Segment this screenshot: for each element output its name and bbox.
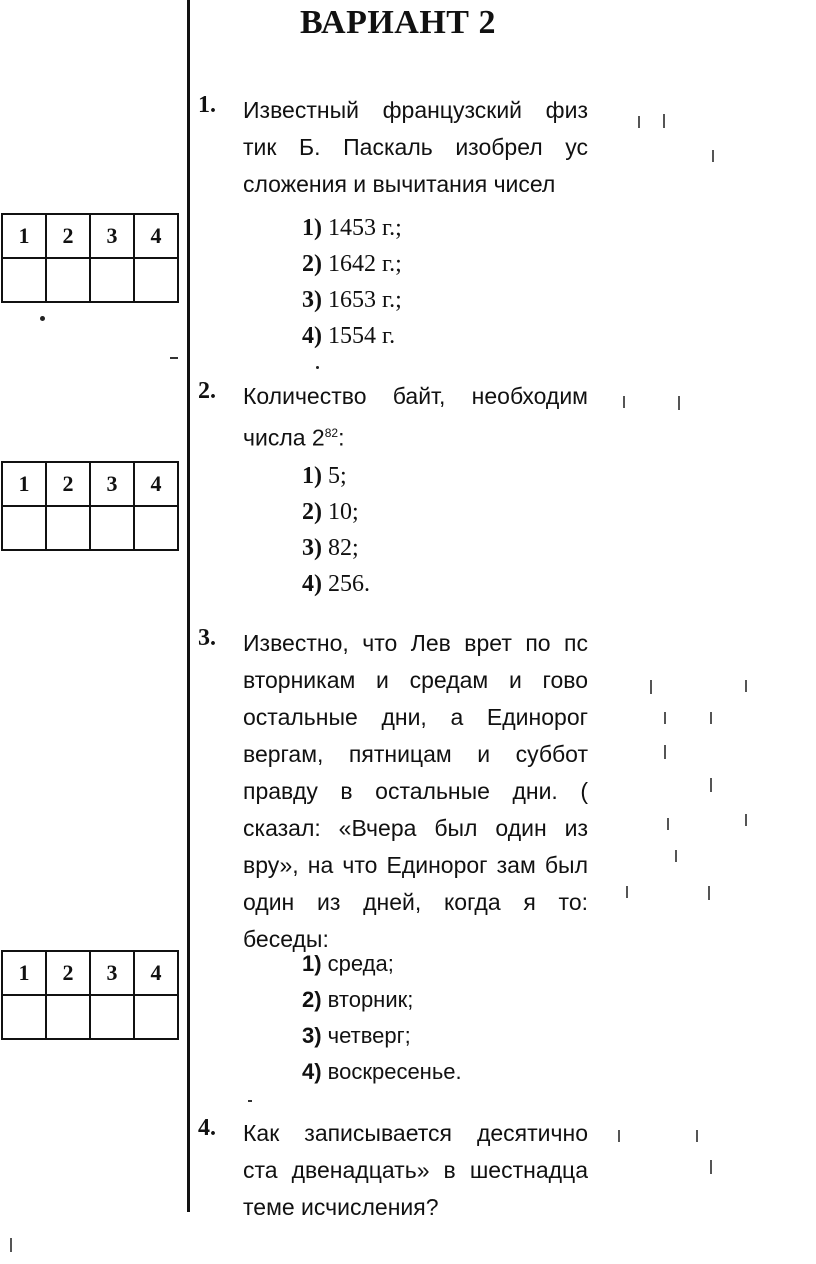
- answer-cell[interactable]: [46, 258, 90, 302]
- answer-cell[interactable]: [134, 258, 178, 302]
- scan-speck: [248, 1100, 252, 1102]
- grid-header-cell: 4: [134, 214, 178, 258]
- option-1[interactable]: 1) 1453 г.;: [302, 215, 402, 241]
- grid-header-cell: 2: [46, 951, 90, 995]
- scan-speck: [667, 818, 669, 830]
- answer-cell[interactable]: [2, 258, 46, 302]
- option-2[interactable]: 2) вторник;: [302, 987, 414, 1012]
- scan-speck: [678, 396, 680, 410]
- page-title: ВАРИАНТ 2: [300, 4, 496, 41]
- answer-cell[interactable]: [46, 506, 90, 550]
- scan-speck: [40, 316, 45, 321]
- scan-speck: [663, 114, 665, 128]
- scan-speck: [664, 745, 666, 759]
- question-4: [198, 1115, 588, 1226]
- scan-speck: [710, 712, 712, 724]
- option-3[interactable]: 3) 82;: [302, 535, 359, 561]
- option-2[interactable]: 2) 10;: [302, 499, 359, 525]
- answer-grid-1: [1, 213, 179, 303]
- question-number: 1.: [198, 92, 216, 118]
- margin-divider-line: [187, 0, 190, 1212]
- scan-speck: [623, 396, 625, 408]
- grid-header-cell: 4: [134, 462, 178, 506]
- grid-header-cell: 1: [2, 951, 46, 995]
- grid-header-cell: 1: [2, 462, 46, 506]
- grid-header-cell: 2: [46, 462, 90, 506]
- scan-speck: [710, 778, 712, 792]
- scan-speck: [650, 680, 652, 694]
- answer-cell[interactable]: [90, 995, 134, 1039]
- question-number: 2.: [198, 378, 216, 404]
- question-text: Как записывается десятично ста двенадцать» в шестнадца теме исчисления?: [243, 1120, 588, 1220]
- scan-speck: [745, 814, 747, 826]
- exponent: 82: [324, 426, 339, 440]
- question-1-options: [302, 210, 402, 354]
- grid-header-cell: 2: [46, 214, 90, 258]
- scan-speck: [745, 680, 747, 692]
- answer-grid-2: [1, 461, 179, 551]
- scan-speck: [316, 366, 319, 369]
- option-3[interactable]: 3) четверг;: [302, 1023, 411, 1048]
- question-text: Известно, что Лев врет по пс вторникам и средам и гово остальные дни, а Единорог вергам, пятницам и суббот правду в остальные дни. ( сказал: «Вчера был один из вру», на что Единорог зам был один из дней, когда я то: беседы:: [243, 630, 588, 952]
- scan-speck: [708, 886, 710, 900]
- grid-header-cell: 3: [90, 951, 134, 995]
- question-3: [198, 625, 588, 958]
- scan-speck: [710, 1160, 712, 1174]
- answer-cell[interactable]: [2, 995, 46, 1039]
- scan-speck: [618, 1130, 620, 1142]
- grid-header-cell: 1: [2, 214, 46, 258]
- scan-speck: [712, 150, 714, 162]
- question-3-options: [302, 946, 462, 1090]
- option-1[interactable]: 1) 5;: [302, 463, 347, 489]
- question-1: [198, 92, 588, 203]
- answer-cell[interactable]: [134, 995, 178, 1039]
- grid-header-cell: 3: [90, 462, 134, 506]
- scan-speck: [675, 850, 677, 862]
- scan-speck: [696, 1130, 698, 1142]
- option-1[interactable]: 1) среда;: [302, 951, 394, 976]
- question-text: Количество байт, необходим числа $2^{82}$:: [243, 383, 588, 451]
- question-text: Известный французский физ тик Б. Паскаль изобрел ус сложения и вычитания чисел: [243, 97, 588, 197]
- option-4[interactable]: 4) воскресенье.: [302, 1059, 462, 1084]
- answer-cell[interactable]: [134, 506, 178, 550]
- answer-grid-3: [1, 950, 179, 1040]
- question-2-options: [302, 458, 370, 602]
- scan-speck: [638, 116, 640, 128]
- scan-speck: [626, 886, 628, 898]
- grid-header-cell: 3: [90, 214, 134, 258]
- option-3[interactable]: 3) 1653 г.;: [302, 287, 402, 313]
- grid-header-cell: 4: [134, 951, 178, 995]
- answer-cell[interactable]: [90, 258, 134, 302]
- answer-cell[interactable]: [90, 506, 134, 550]
- option-4[interactable]: 4) 256.: [302, 571, 370, 597]
- question-2: [198, 378, 588, 457]
- scan-speck: [664, 712, 666, 724]
- answer-cell[interactable]: [46, 995, 90, 1039]
- option-4[interactable]: 4) 1554 г.: [302, 323, 396, 349]
- scan-speck: [10, 1238, 12, 1252]
- option-2[interactable]: 2) 1642 г.;: [302, 251, 402, 277]
- question-number: 3.: [198, 625, 216, 651]
- scan-speck: [170, 357, 178, 359]
- answer-cell[interactable]: [2, 506, 46, 550]
- question-number: 4.: [198, 1115, 216, 1141]
